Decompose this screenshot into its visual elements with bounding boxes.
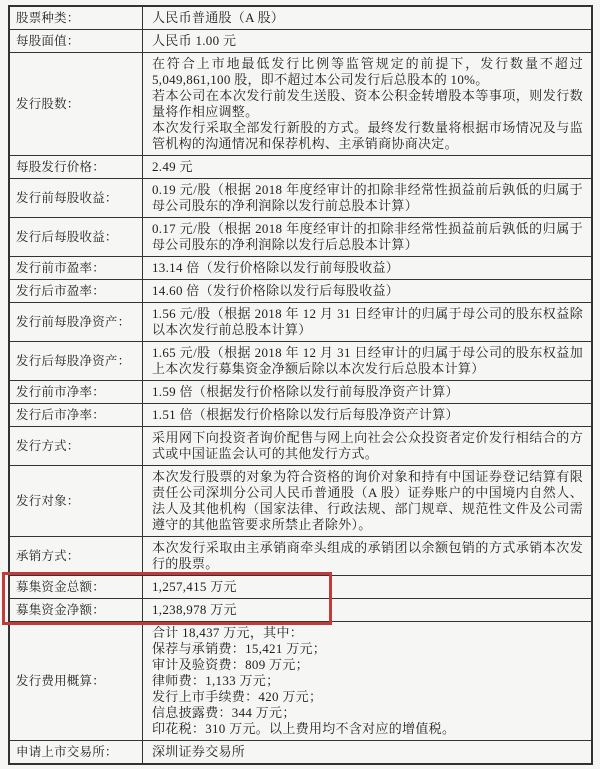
table-row [9, 30, 592, 53]
row-value [143, 30, 593, 53]
value-paragraph: 1.59 倍（根据发行价格除以发行前每股净资产计算） [152, 384, 459, 399]
value-paragraph: 律师费：1,133 万元； [152, 673, 280, 688]
value-paragraph: 1,238,978 万元 [152, 602, 237, 617]
value-paragraph: 采用网下向投资者询价配售与网上向社会公众投资者定价发行相结合的方式或中国证监会认可的其他发行方式。 [152, 430, 583, 461]
table-row [9, 404, 592, 427]
row-label: 发行股数： [9, 53, 143, 156]
table-body [9, 6, 592, 764]
table-row [9, 466, 592, 537]
row-value [143, 381, 593, 404]
row-label: 发行对象： [9, 466, 143, 537]
row-label: 发行后市净率： [9, 404, 143, 427]
table-row [9, 599, 592, 622]
value-paragraph: 若本公司在本次发行前发生送股、资本公积金转增股本等事项，则发行数量将作相应调整。 [152, 88, 583, 119]
row-label: 股票种类： [9, 6, 143, 30]
value-paragraph: 印花税：310 万元。以上费用均不含对应的增值税。 [152, 721, 456, 736]
value-paragraph: 本次发行股票的对象为符合资格的询价对象和持有中国证券登记结算有限责任公司深圳分公司人民币普通股（A 股）证券账户的中国境内自然人、法人及其他机构（国家法律、行政法规、部门规章、规范性文件及公司需遵守的其他监管要求所禁止者除外）。 [152, 469, 583, 532]
value-paragraph: 在符合上市地最低发行比例等监管规定的前提下，发行数量不超过 5,049,861,100 股，即不超过本公司发行后总股本的 10%。 [152, 56, 583, 87]
row-label: 发行前市净率： [9, 381, 143, 404]
value-paragraph: 本次发行采取全部发行新股的方式。最终发行数量将根据市场情况及与监管机构的沟通情况和保荐机构、主承销商协商决定。 [152, 120, 583, 151]
value-paragraph: 0.19 元/股（根据 2018 年度经审计的扣除非经常性损益前后孰低的归属于母公司股东的净利润除以发行前总股本计算） [152, 182, 583, 213]
row-label: 每股发行价格： [9, 156, 143, 179]
row-label: 每股面值： [9, 30, 143, 53]
row-value [143, 599, 593, 622]
table-row [9, 741, 592, 765]
value-paragraph: 审计及验资费：809 万元； [152, 657, 309, 672]
table-row [9, 179, 592, 218]
table-row [9, 280, 592, 303]
row-value [143, 6, 593, 30]
row-label: 募集资金总额： [9, 576, 143, 599]
value-paragraph: 2.49 元 [152, 159, 193, 174]
value-paragraph: 合计 18,437 万元，其中： [152, 625, 304, 640]
value-paragraph: 13.14 倍（发行价格除以发行前每股收益） [152, 260, 400, 275]
value-paragraph: 1.51 倍（根据发行价格除以发行后每股净资产计算） [152, 407, 459, 422]
value-paragraph: 人民币 1.00 元 [152, 33, 237, 48]
row-value [143, 303, 593, 342]
row-label: 发行方式： [9, 427, 143, 466]
value-paragraph: 信息披露费：344 万元； [152, 705, 296, 720]
table-row [9, 303, 592, 342]
table-row [9, 6, 592, 30]
row-value [143, 741, 593, 765]
table-row [9, 156, 592, 179]
row-label: 发行后市盈率： [9, 280, 143, 303]
row-label: 发行前每股收益： [9, 179, 143, 218]
row-label: 募集资金净额： [9, 599, 143, 622]
row-value [143, 156, 593, 179]
row-value [143, 537, 593, 576]
table-row [9, 427, 592, 466]
table-row [9, 342, 592, 381]
row-label: 发行后每股净资产： [9, 342, 143, 381]
row-value [143, 466, 593, 537]
stock-issuance-table [8, 5, 593, 765]
row-value [143, 576, 593, 599]
value-paragraph: 0.17 元/股（根据 2018 年度经审计的扣除非经常性损益前后孰低的归属于母公司股东的净利润除以发行后总股本计算） [152, 221, 583, 252]
row-value [143, 257, 593, 280]
table-row [9, 53, 592, 156]
row-label: 发行前市盈率： [9, 257, 143, 280]
value-paragraph: 1,257,415 万元 [152, 579, 237, 594]
value-paragraph: 1.56 元/股（根据 2018 年 12 月 31 日经审计的归属于母公司的股东权益除以本次发行前总股本计算） [152, 306, 583, 337]
row-label: 承销方式： [9, 537, 143, 576]
table-row [9, 622, 592, 741]
row-label: 发行费用概算： [9, 622, 143, 741]
table-row [9, 257, 592, 280]
table-row [9, 218, 592, 257]
table-row [9, 537, 592, 576]
value-paragraph: 保荐与承销费：15,421 万元； [152, 641, 327, 656]
row-label: 申请上市交易所： [9, 741, 143, 765]
row-value [143, 179, 593, 218]
row-value [143, 342, 593, 381]
value-paragraph: 深圳证券交易所 [152, 744, 246, 759]
value-paragraph: 人民币普通股（A 股） [152, 10, 285, 25]
value-paragraph: 发行上市手续费：420 万元； [152, 689, 323, 704]
row-value [143, 280, 593, 303]
value-paragraph: 本次发行采取由主承销商牵头组成的承销团以余额包销的方式承销本次发行的股票。 [152, 540, 583, 571]
table-row [9, 381, 592, 404]
row-value [143, 427, 593, 466]
row-label: 发行前每股净资产： [9, 303, 143, 342]
table-row [9, 576, 592, 599]
row-value [143, 622, 593, 741]
value-paragraph: 14.60 倍（发行价格除以发行后每股收益） [152, 283, 400, 298]
value-paragraph: 1.65 元/股（根据 2018 年 12 月 31 日经审计的归属于母公司的股东权益加上本次发行募集资金净额后除以本次发行后总股本计算） [152, 345, 583, 376]
row-value [143, 218, 593, 257]
row-label: 发行后每股收益： [9, 218, 143, 257]
row-value [143, 404, 593, 427]
row-value [143, 53, 593, 156]
